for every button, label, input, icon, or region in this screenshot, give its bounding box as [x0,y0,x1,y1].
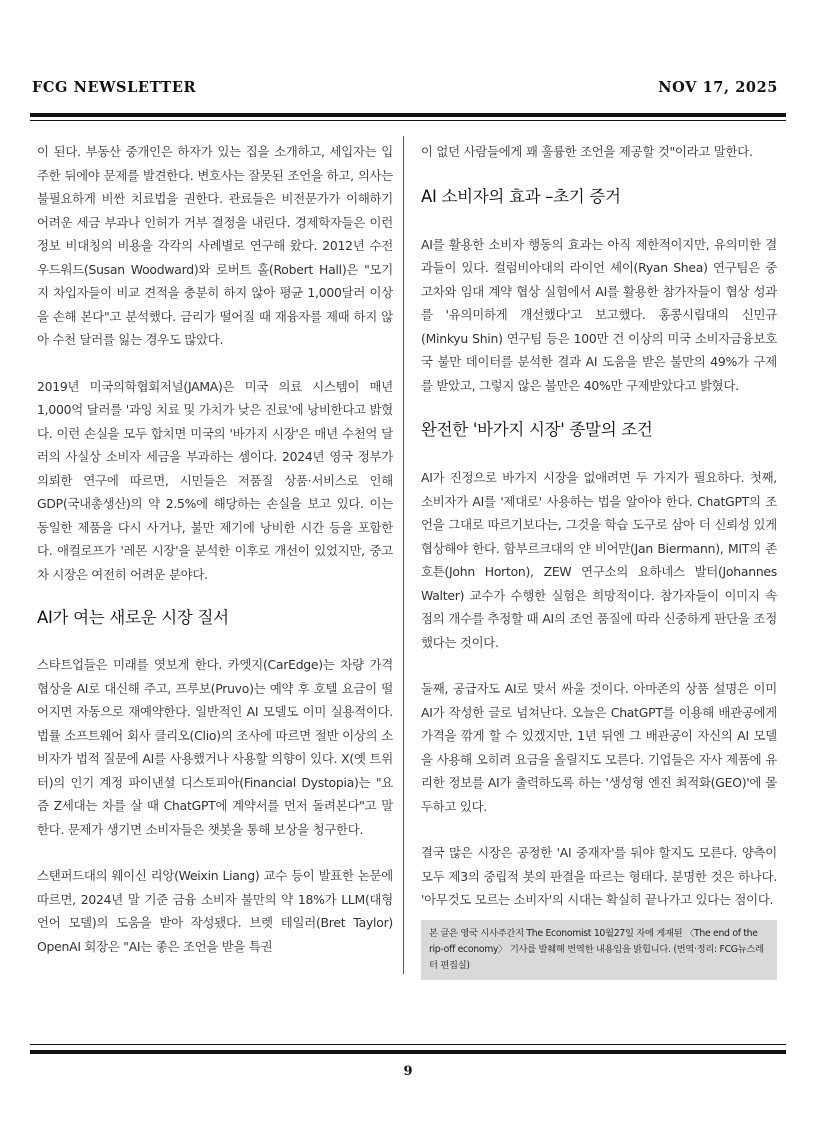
header-rule-thin [30,120,786,121]
footer-rule-thick [30,1050,786,1054]
body-paragraph: 스타트업들은 미래를 엿보게 한다. 카엣지(CarEdge)는 차량 가격 협상을 AI로 대신해 주고, 프루보(Pruvo)는 예약 후 호텔 요금이 떨어지면 자동으로 재예약한다. 일반적인 AI 모델도 이미 실용적이다. 법률 소프트웨어 회사 클리오(Clio)의 조사에 따르면 절반 이상의 소비자가 법적 질문에 AI를 사용했거나 사용할 의향이 있다. X(옛 트위터)의 인기 계정 파이낸셜 디스토피아(Financial Dystopia)는 "요즘 Z세대는 차를 살 때 ChatGPT에 계약서를 먼저 돌려본다"고 말한다. 문제가 생기면 소비자들은 챗봇을 통해 보상을 청구한다. [37,657,393,837]
left-column [37,140,393,958]
body-paragraph: AI가 진정으로 바가지 시장을 없애려면 두 가지가 필요하다. 첫째, 소비자가 AI를 '제대로' 사용하는 법을 알아야 한다. ChatGPT의 조언을 그대로 따르기보다는, 그것을 학습 도구로 삼아 더 신뢰성 있게 협상해야 한다. 함부르크대의 얀 비어만(Jan Biermann), MIT의 존 호튼(John Horton), ZEW 연구소의 요하네스 발터(Johannes Walter) 교수가 수행한 실험은 희망적이다. 참가자들이 이미지 속 점의 개수를 추정할 때 AI의 조언 품질에 따라 신중하게 판단을 조정했다는 것이다. [421,470,777,650]
body-paragraph: 스탠퍼드대의 웨이신 리앙(Weixin Liang) 교수 등이 발표한 논문에 따르면, 2024년 말 기준 금융 소비자 불만의 약 18%가 LLM(대형 언어 모델)의 도움을 받아 작성됐다. 브렛 테일러(Bret Taylor) OpenAI 회장은 "AI는 좋은 조언을 받을 특권 [37,868,393,954]
body-paragraph: AI를 활용한 소비자 행동의 효과는 아직 제한적이지만, 유의미한 결과들이 있다. 컬럼비아대의 라이언 셰이(Ryan Shea) 연구팀은 중고차와 임대 계약 협상 실험에서 AI를 활용한 참가자들이 협상 성과를 '유의미하게 개선했다'고 보고했다. 홍콩시립대의 신민규(Minkyu Shin) 연구팀 등은 100만 건 이상의 미국 소비자금융보호국 불만 데이터를 분석한 결과 AI 도움을 받은 불만의 49%가 구제를 받았고, 그렇지 않은 불만은 40%만 구제받았다고 밝혔다. [421,236,777,393]
body-paragraph: 이 없던 사람들에게 꽤 훌륭한 조언을 제공할 것"이라고 말한다. [421,144,753,159]
header-rule-thick [30,113,786,117]
source-note: 본 글은 영국 시사주간지 The Economist 10월27일 자에 게재된 〈The end of the rip-off economy〉 기사를 발췌해 번역한 내용임을 밝힙니다. (번역·정리: FCG뉴스레터 편집실) [421,920,777,980]
section-heading: 완전한 '바가지 시장' 종말의 조건 [421,420,653,439]
newsletter-name: FCG NEWSLETTER [32,79,197,96]
page-number: 9 [403,1064,413,1079]
right-column [421,140,777,980]
masthead [32,79,778,99]
column-divider [403,136,404,974]
body-paragraph: 이 된다. 부동산 중개인은 하자가 있는 집을 소개하고, 세입자는 입주한 뒤에야 문제를 발견한다. 변호사는 잘못된 조언을 하고, 의사는 불필요하게 비싼 치료법을 권한다. 관료들은 비전문가가 이해하기 어려운 세금 부과나 인허가 거부 결정을 내린다. 경제학자들은 이런 정보 비대칭의 비용을 각각의 사례별로 연구해 왔다. 2012년 수전 우드워드(Susan Woodward)와 로버트 홀(Robert Hall)은 "모기지 차입자들이 비교 견적을 충분히 하지 않아 평균 1,000달러 이상을 손해 본다"고 분석했다. 금리가 떨어질 때 재융자를 제때 하지 않아 수천 달러를 잃는 경우도 많았다. [37,144,393,347]
section-heading: AI가 여는 새로운 시장 질서 [37,608,229,627]
section-heading: AI 소비자의 효과 –초기 증거 [421,186,621,206]
issue-date: NOV 17, 2025 [658,79,778,96]
body-paragraph: 2019년 미국의학협회저널(JAMA)은 미국 의료 시스템이 매년 1,000억 달러를 '과잉 치료 및 가치가 낮은 진료'에 낭비한다고 밝혔다. 이런 손실을 모두 합치면 미국의 '바가지 시장'은 매년 수천억 달러의 사실상 소비자 세금을 부과하는 셈이다. 2024년 영국 정부가 의뢰한 연구에 따르면, 시민들은 저품질 상품·서비스로 인해 GDP(국내총생산)의 약 2.5%에 해당하는 손실을 보고 있다. 이는 동일한 제품을 다시 사거나, 불만 제기에 낭비한 시간 등을 포함한다. 애컬로프가 '레몬 시장'을 분석한 이후로 개선이 있었지만, 중고차 시장은 여전히 어려운 분야다. [37,378,393,582]
footer-rule-thin [30,1044,786,1045]
body-paragraph: 결국 많은 시장은 공정한 'AI 중재자'를 둬야 할지도 모른다. 양측이 모두 제3의 중립적 봇의 판결을 따르는 형태다. 분명한 것은 하나다. '아무것도 모르는 소비자'의 시대는 확실히 끝나가고 있다는 점이다. [421,845,777,907]
body-paragraph: 둘째, 공급자도 AI로 맞서 싸울 것이다. 아마존의 상품 설명은 이미 AI가 작성한 글로 넘쳐난다. 오늘은 ChatGPT를 이용해 배관공에게 가격을 깎게 할 수 있겠지만, 1년 뒤엔 그 배관공이 자신의 AI 모델을 사용해 오히려 요금을 올릴지도 모른다. 기업들은 자사 제품에 유리한 정보를 AI가 출력하도록 하는 '생성형 엔진 최적화(GEO)'에 몰두하고 있다. [421,681,777,814]
